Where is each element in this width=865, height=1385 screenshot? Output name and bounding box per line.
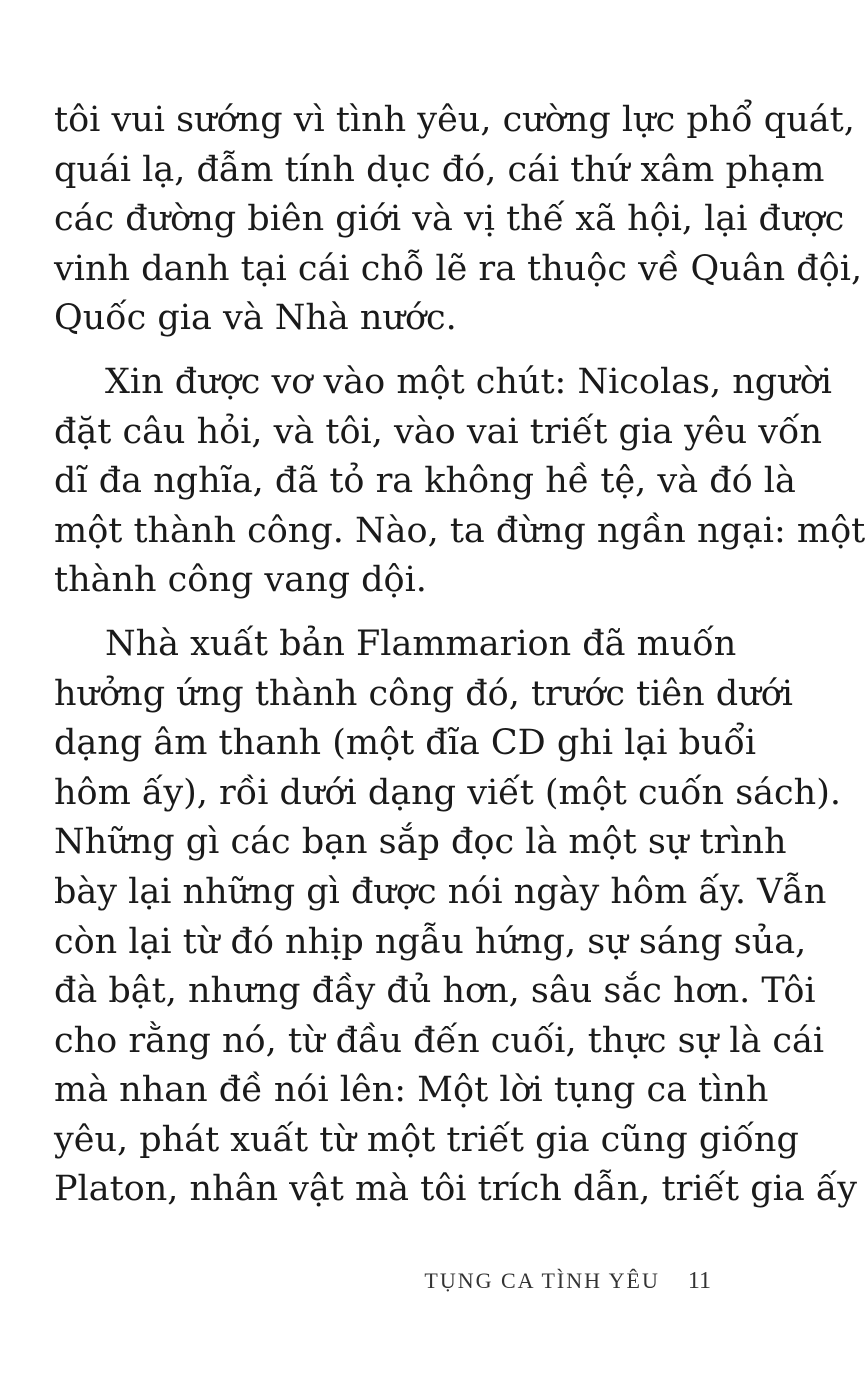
text-line: dạng âm thanh (một đĩa CD ghi lại buổi <box>54 723 757 764</box>
text-line: Quốc gia và Nhà nước. <box>54 298 457 339</box>
text-line: một thành công. Nào, ta đừng ngần ngại: một <box>54 510 865 551</box>
text-line: mà nhan đề nói lên: Một lời tụng ca tình <box>54 1070 769 1111</box>
text-line: bày lại những gì được nói ngày hôm ấy. Vẫn <box>54 871 827 912</box>
text-line: tôi vui sướng vì tình yêu, cường lực phổ quát, <box>54 100 855 140</box>
text-line: hưởng ứng thành công đó, trước tiên dưới <box>54 673 793 714</box>
text-line: đà bật, nhưng đầy đủ hơn, sâu sắc hơn. Tôi <box>54 971 816 1012</box>
text-line: thành công vang dội. <box>54 560 427 601</box>
text-line: yêu, phát xuất từ một triết gia cũng giống <box>54 1119 799 1160</box>
paragraph-1 <box>54 96 863 344</box>
text-line: cho rằng nó, từ đầu đến cuối, thực sự là cái <box>54 1020 825 1061</box>
text-line: đặt câu hỏi, và tôi, vào vai triết gia yêu vốn <box>54 411 822 452</box>
text-line: dĩ đa nghĩa, đã tỏ ra không hề tệ, và đó là <box>54 461 796 502</box>
text-line: Platon, nhân vật mà tôi trích dẫn, triết gia ấy <box>54 1169 858 1210</box>
text-line: vinh danh tại cái chỗ lẽ ra thuộc về Quân đội, <box>54 248 863 289</box>
paragraph-2 <box>54 358 865 606</box>
text-line: hôm ấy), rồi dưới dạng viết (một cuốn sách). <box>54 772 841 813</box>
text-line: Nhà xuất bản Flammarion đã muốn <box>105 623 737 664</box>
text-line: Những gì các bạn sắp đọc là một sự trình <box>54 822 787 863</box>
book-page <box>54 96 865 1229</box>
text-line: Xin được vơ vào một chút: Nicolas, người <box>105 361 832 402</box>
running-head: TỤNG CA TÌNH YÊU <box>424 1268 660 1293</box>
page-number: 11 <box>687 1267 711 1294</box>
text-line: các đường biên giới và vị thế xã hội, lại được <box>54 199 845 240</box>
page-footer <box>424 1266 711 1296</box>
text-line: quái lạ, đẫm tính dục đó, cái thứ xâm phạm <box>54 149 825 190</box>
paragraph-3 <box>54 620 858 1215</box>
text-line: còn lại từ đó nhịp ngẫu hứng, sự sáng sủa, <box>54 921 807 962</box>
